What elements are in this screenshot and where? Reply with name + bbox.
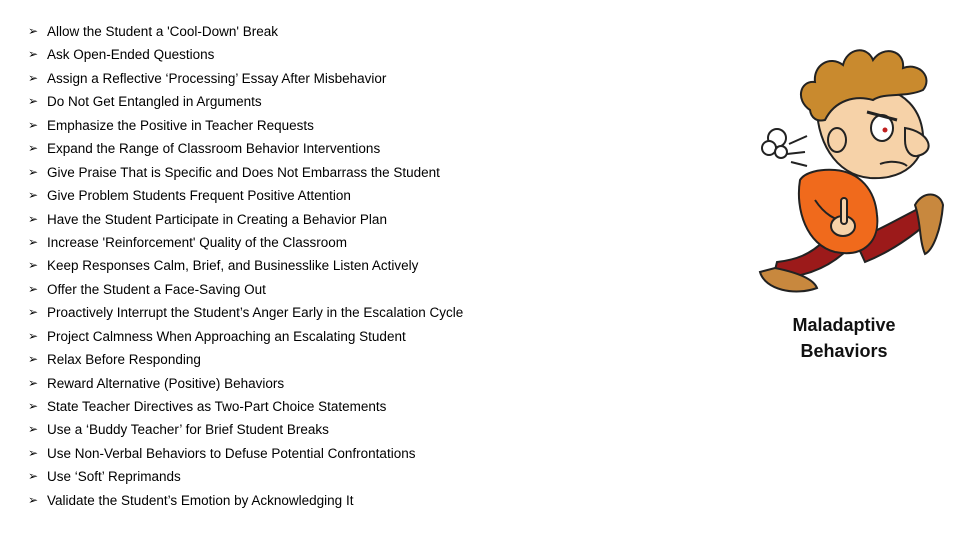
- list-item-text: Use Non-Verbal Behaviors to Defuse Potential Confrontations: [47, 445, 416, 461]
- arrow-bullet-icon: ➢: [28, 94, 39, 109]
- list-item: [28, 161, 548, 184]
- list-item: [28, 254, 548, 277]
- list-item-text: Have the Student Participate in Creating a Behavior Plan: [47, 211, 387, 227]
- caption-line-2: Behaviors: [800, 341, 888, 361]
- list-item: [28, 442, 548, 465]
- list-item: [28, 418, 548, 441]
- list-item-text: Keep Responses Calm, Brief, and Businesslike Listen Actively: [47, 258, 419, 274]
- list-item-text: Expand the Range of Classroom Behavior Interventions: [47, 141, 381, 157]
- list-item: [28, 43, 548, 66]
- list-item: [28, 184, 548, 207]
- arrow-bullet-icon: ➢: [28, 117, 39, 132]
- list-item: [28, 395, 548, 418]
- list-item-text: Relax Before Responding: [47, 352, 201, 368]
- list-item: [28, 325, 548, 348]
- list-item: [28, 465, 548, 488]
- list-item-text: Increase 'Reinforcement' Quality of the Classroom: [47, 234, 348, 250]
- steam-puff-icon: [762, 129, 787, 158]
- arrow-bullet-icon: ➢: [28, 328, 39, 343]
- arrow-bullet-icon: ➢: [28, 445, 39, 460]
- arrow-bullet-icon: ➢: [28, 375, 39, 390]
- arrow-bullet-icon: ➢: [28, 352, 39, 367]
- list-item-text: Do Not Get Entangled in Arguments: [47, 94, 262, 110]
- arrow-bullet-icon: ➢: [28, 164, 39, 179]
- arrow-bullet-icon: ➢: [28, 399, 39, 413]
- list-item: [28, 489, 548, 512]
- arrow-bullet-icon: ➢: [28, 141, 39, 156]
- angry-boy-cartoon-icon: [755, 40, 945, 310]
- list-item: [28, 114, 548, 137]
- illustration-caption: [760, 312, 928, 364]
- list-item: [28, 90, 548, 113]
- list-item: [28, 208, 548, 231]
- arrow-bullet-icon: ➢: [28, 234, 39, 249]
- list-item: [28, 348, 548, 371]
- arrow-bullet-icon: ➢: [28, 47, 39, 62]
- list-item-text: Allow the Student a 'Cool-Down' Break: [47, 24, 279, 39]
- list-item-text: Project Calmness When Approaching an Escalating Student: [47, 328, 406, 344]
- arrow-bullet-icon: ➢: [28, 258, 39, 273]
- list-item-text: Give Praise That is Specific and Does Not Embarrass the Student: [47, 164, 440, 180]
- list-item: [28, 301, 548, 324]
- arrow-bullet-icon: ➢: [28, 469, 39, 484]
- list-item-text: Use a ‘Buddy Teacher’ for Brief Student Breaks: [47, 422, 329, 438]
- arrow-bullet-icon: ➢: [28, 281, 39, 296]
- arrow-bullet-icon: ➢: [28, 492, 39, 507]
- list-item-text: Give Problem Students Frequent Positive Attention: [47, 188, 351, 204]
- arrow-bullet-icon: ➢: [28, 211, 39, 226]
- list-item: [28, 67, 548, 90]
- list-item-text: Use ‘Soft’ Reprimands: [47, 469, 181, 485]
- list-item-text: Proactively Interrupt the Student’s Anger Early in the Escalation Cycle: [47, 305, 464, 321]
- list-item-text: Validate the Student’s Emotion by Acknowledging It: [47, 492, 354, 508]
- list-item: [28, 278, 548, 301]
- list-item: [28, 20, 548, 43]
- list-item: [28, 372, 548, 395]
- list-item: [28, 231, 548, 254]
- list-item-text: State Teacher Directives as Two-Part Choice Statements: [47, 399, 387, 414]
- intervention-list: [28, 20, 548, 512]
- list-item-text: Emphasize the Positive in Teacher Requests: [47, 117, 314, 133]
- list-item: [28, 137, 548, 160]
- arrow-bullet-icon: ➢: [28, 422, 39, 437]
- arrow-bullet-icon: ➢: [28, 188, 39, 203]
- list-item-text: Ask Open-Ended Questions: [47, 47, 215, 63]
- list-item-text: Offer the Student a Face-Saving Out: [47, 281, 266, 297]
- caption-line-1: Maladaptive: [792, 315, 896, 335]
- arrow-bullet-icon: ➢: [28, 24, 39, 38]
- list-item-text: Reward Alternative (Positive) Behaviors: [47, 375, 285, 391]
- list-item-text: Assign a Reflective ‘Processing’ Essay After Misbehavior: [47, 70, 387, 86]
- arrow-bullet-icon: ➢: [28, 70, 39, 85]
- arrow-bullet-icon: ➢: [28, 305, 39, 320]
